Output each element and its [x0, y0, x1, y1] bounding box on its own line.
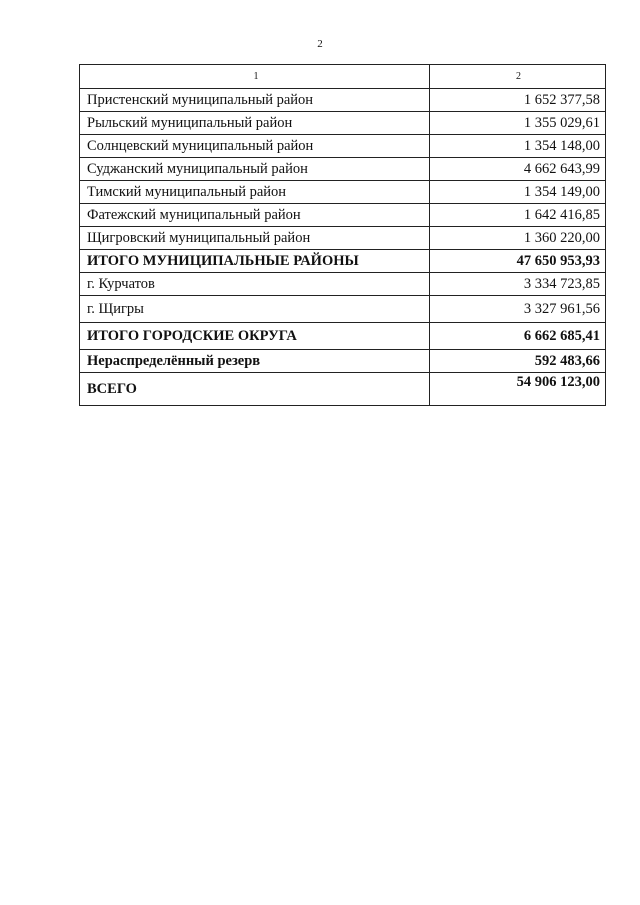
- grand-total-row: [80, 373, 606, 406]
- district-name: Рыльский муниципальный район: [80, 112, 430, 135]
- table-row: [80, 89, 606, 112]
- district-amount: 1 642 416,85: [430, 204, 606, 227]
- table-row: [80, 181, 606, 204]
- district-name: Тимский муниципальный район: [80, 181, 430, 204]
- district-amount: 1 360 220,00: [430, 227, 606, 250]
- column-number-1: 1: [80, 65, 430, 89]
- city-amount: 3 334 723,85: [430, 273, 606, 296]
- table-row: [80, 273, 606, 296]
- city-amount: 3 327 961,56: [430, 296, 606, 323]
- district-name: Суджанский муниципальный район: [80, 158, 430, 181]
- district-amount: 1 652 377,58: [430, 89, 606, 112]
- city-districts-total-label: ИТОГО ГОРОДСКИЕ ОКРУГА: [80, 323, 430, 350]
- table-row: [80, 296, 606, 323]
- reserve-label: Нераспределённый резерв: [80, 350, 430, 373]
- table-row: [80, 135, 606, 158]
- district-amount: 1 354 149,00: [430, 181, 606, 204]
- city-name: г. Курчатов: [80, 273, 430, 296]
- grand-total-amount: 54 906 123,00: [430, 373, 606, 406]
- district-amount: 1 355 029,61: [430, 112, 606, 135]
- reserve-row: [80, 350, 606, 373]
- districts-total-label: ИТОГО МУНИЦИПАЛЬНЫЕ РАЙОНЫ: [80, 250, 430, 273]
- district-name: Пристенский муниципальный район: [80, 89, 430, 112]
- grand-total-label: ВСЕГО: [80, 373, 430, 406]
- allocation-table: [79, 64, 606, 406]
- district-amount: 4 662 643,99: [430, 158, 606, 181]
- city-districts-total-amount: 6 662 685,41: [430, 323, 606, 350]
- table-header-row: [80, 65, 606, 89]
- districts-total-amount: 47 650 953,93: [430, 250, 606, 273]
- table-row: [80, 158, 606, 181]
- district-amount: 1 354 148,00: [430, 135, 606, 158]
- district-name: Щигровский муниципальный район: [80, 227, 430, 250]
- table-row: [80, 112, 606, 135]
- reserve-amount: 592 483,66: [430, 350, 606, 373]
- city-name: г. Щигры: [80, 296, 430, 323]
- district-name: Солнцевский муниципальный район: [80, 135, 430, 158]
- district-name: Фатежский муниципальный район: [80, 204, 430, 227]
- table-row: [80, 204, 606, 227]
- districts-total-row: [80, 250, 606, 273]
- city-districts-total-row: [80, 323, 606, 350]
- column-number-2: 2: [430, 65, 606, 89]
- table-row: [80, 227, 606, 250]
- page-number: 2: [317, 38, 323, 50]
